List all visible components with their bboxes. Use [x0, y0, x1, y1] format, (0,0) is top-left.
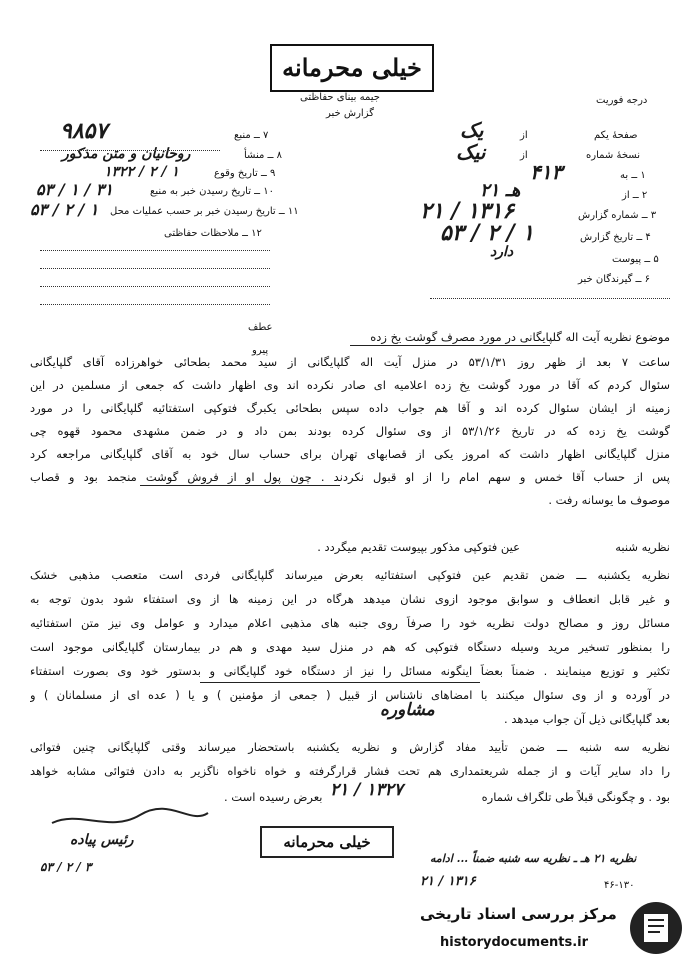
body-line: پس از حساب آقا خمس و سهم امام را از او قبول نکردند . چون پول او از فروش گوشت منجمد بود و قصاب [30, 470, 670, 484]
priority-label: درجه فوریت [596, 95, 648, 106]
opinion-line: بود . و چگونگی قبلاً طی تلگراف شماره [481, 790, 670, 804]
opinion-line: تکثیر و توزیع مینمایند . ضمناً بعضاً اینگونه مسائل را نیز از دستگاه خود گلپایگانی و بدستور خود وی بصورت استفتاء [30, 664, 670, 678]
left-signature: رئیس پیاده [70, 832, 134, 848]
field-label: ۳ ــ شماره گزارش [578, 210, 657, 221]
field-value: ۵۳ / ۲ / ۱ [30, 200, 99, 219]
field-value: یک [460, 118, 484, 142]
field-value: ۹۸۵۷ [60, 118, 108, 144]
archive-url: historydocuments.ir [440, 935, 589, 950]
body-line: موصوف ما یوسانه رفت . [548, 493, 670, 507]
field-value: ۱۳۲۲ / ۲ / ۱ [104, 164, 179, 180]
body-line: سئوال کردم که آقا در مورد گوشت یخ زده اعلامیه ای صادر نکرده اند وی اظهار داشت که جمعی از مسلمین در این [30, 378, 670, 392]
field-value: ۵۳ / ۱ / ۳۱ [36, 180, 113, 199]
opinion-line: در آورده و از وی سئوال میکنند با امضاهای ناشناس از قبیل ( جمعی از مؤمنین ) و یا ( عده ای از مسلمانان ) و [30, 688, 670, 702]
opinion-label: نظریه شنبه [615, 540, 670, 554]
field-label: ۷ ــ منبع [234, 130, 269, 141]
opinion-line: نظریه سه شنبه ـــ ضمن تأیید مفاد گزارش و نظریه یکشنبه باستحضار میرساند وقتی گلپایگانی چنین فتوائی [30, 740, 670, 754]
body-line: منزل گلپایگانی اظهار داشت که امروز یکی از قصابهای تهران برای حساب سال خود به آقای گلپایگانی مراجعه کرد [30, 447, 670, 461]
right-note: نظریه ۲۱ هـ ـ نظریه سه شنبه ضمناً ... ادامه [430, 852, 637, 865]
opinion-line: را بمنظور تسخیر مرید وسیله دستگاه فتوکپی که هم در منزل سید مهدی و هم در بیمارستان گلپایگانی موجود است [30, 640, 670, 654]
subject-line: موضوع نظریه آیت اله گلپایگانی در مورد مصرف گوشت یخ زده [370, 330, 670, 344]
submitted-note: بعرض رسیده است . [224, 790, 323, 804]
doc-number: ۲۱ / ۱۳۱۶ [420, 874, 476, 889]
field-label: ۸ ــ منشأ [244, 150, 282, 161]
field-value: نیک [456, 140, 486, 164]
field-label: ۱ ــ به [620, 170, 646, 181]
body-line: زمینه از ایشان سئوال کرده اند و آقا هم جواب داده سپس بطحائی یکبرگ فتوکپی استفتائیه گلپایگانی را در مورد [30, 401, 670, 415]
field-label: ۱۰ ــ تاریخ رسیدن خبر به منبع [150, 186, 274, 197]
agency-label: جیمه بینای حفاظتی [300, 92, 380, 103]
field-label: ۹ ــ تاریخ وقوع [214, 168, 276, 179]
opinion-line: را داد سایر آیات و از جمله شریعتمداری هم تحت فشار قرارگرفته و خواه ناخواه ناگزیر به دادن فتوائی مشابه خواهد [30, 764, 670, 778]
archive-name: مرکز بررسی اسناد تاریخی [420, 905, 617, 923]
ref-label: عطف [248, 322, 273, 333]
field-label: ۶ ــ گیرندگان خبر [578, 274, 650, 285]
opinion-line: نظریه یکشنبه ـــ ضمن تقدیم عین فتوکپی استفتائیه بعرض میرساند گلپایگانی فردی است متعصب مذهبی خشک [30, 568, 670, 582]
signature-scribble [50, 805, 210, 835]
field-label: ۴ ــ تاریخ گزارش [580, 232, 651, 243]
field-label: ۲ ــ از [622, 190, 648, 201]
field-value: ۲۱ / ۱۳۱۶ [420, 198, 515, 224]
follow-label: پیرو [252, 345, 269, 356]
body-line: ساعت ۷ بعد از ظهر روز ۵۳/۱/۳۱ در منزل آیت اله گلپایگانی از سید محمد بطحائی خواهرزاده آقای گلپایگانی [30, 355, 670, 369]
doc-code: ۴۶-۱۳۰ [604, 880, 635, 891]
left-date: ۵۳ / ۲ / ۳ [40, 860, 92, 874]
telegram-number: ۲۱ / ۱۳۲۷ [330, 780, 403, 800]
opinion-text: عین فتوکپی مذکور بپیوست تقدیم میگردد . [317, 540, 520, 554]
field-label: نسخهٔ شماره [586, 150, 640, 161]
field-value: روحانیان و متن مذکور [62, 146, 191, 162]
report-type-label: گزارش خبر [326, 108, 374, 119]
opinion-line: مسائل روز و مصالح دولت نظریه خود را صرفاً روی جنبه های مذهبی اعلام میدارد و عوامل وی نیز متن استفتائیه [30, 616, 670, 630]
field-label: ۱۱ ــ تاریخ رسیدن خبر بر حسب عملیات محل [110, 206, 299, 217]
classification-stamp: خیلی محرمانه [270, 44, 434, 92]
field-label: صفحهٔ یکم [594, 130, 638, 141]
field-mid: از [520, 150, 528, 161]
opinion-line: بعد گلپایگانی ذیل آن جواب میدهد . [504, 712, 670, 726]
handwritten-consult: مشاوره [380, 700, 435, 720]
field-value: ۵۳ / ۲ / ۱ [440, 220, 534, 246]
field-label: ۵ ــ پیوست [612, 254, 659, 265]
field-label: ۱۲ ــ ملاحظات حفاظتی [164, 228, 262, 239]
body-line: گوشت یخ زده که در تاریخ ۵۳/۱/۲۶ از وی سئوال کرده بودند بمن داد و در ضمن مشهدی محمود قهوه چی [30, 424, 670, 438]
field-value: ۲۱ هـ [480, 180, 521, 201]
bottom-stamp: خیلی محرمانه [260, 826, 394, 858]
field-mid: از [520, 130, 528, 141]
opinion-line: و غیر قابل انعطاف و سوابق موجود ازوی نشان میدهد هرگاه در این زمینه ها از وی استفتاء شود بدون توجه به [30, 592, 670, 606]
field-value: ۴۱۳ [530, 160, 563, 184]
archive-logo-icon [628, 900, 684, 956]
field-value: دارد [490, 244, 514, 260]
